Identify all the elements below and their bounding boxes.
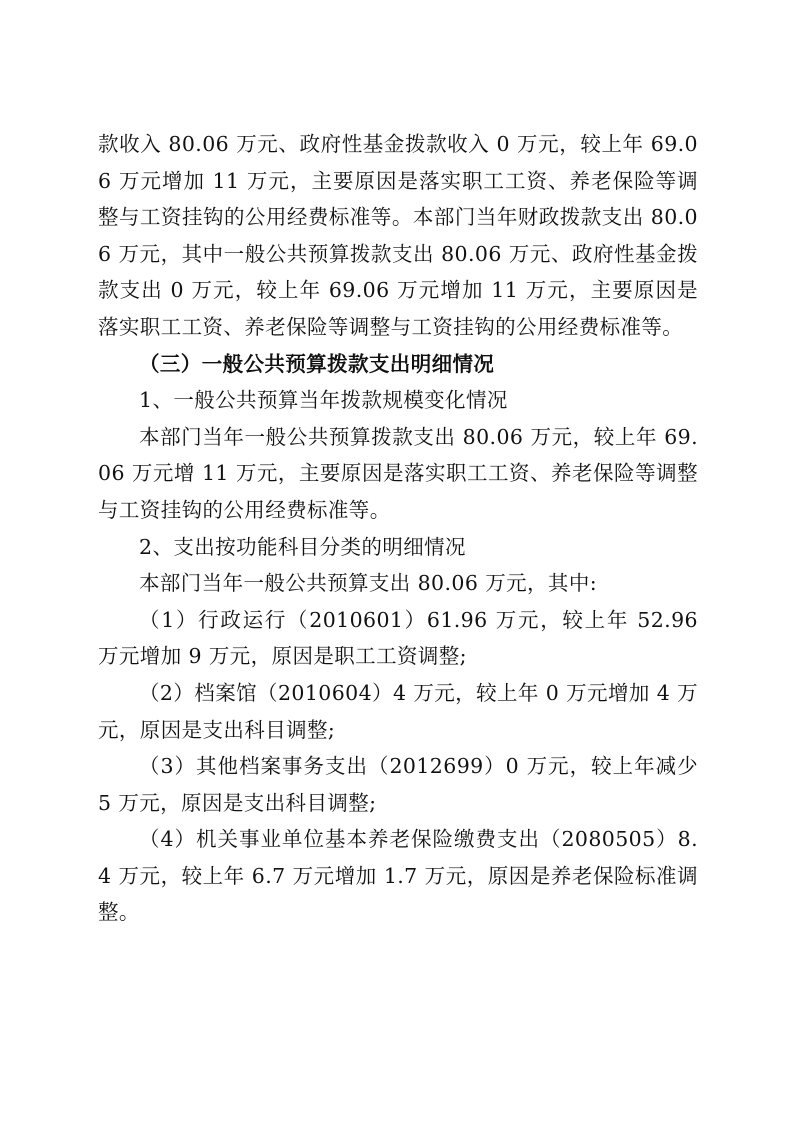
section-heading-3: （三）一般公共预算拨款支出明细情况 xyxy=(139,351,495,376)
list-item-1: （1）行政运行（2010601）61.96 万元，较上年 52.96 万元增加 9 万元，原因是职工工资调整; xyxy=(98,607,698,669)
subheading-2: 2、支出按功能科目分类的明细情况 xyxy=(139,534,466,559)
list-item-3: （3）其他档案事务支出（2012699）0 万元，较上年减少 5 万元，原因是支出科目调整; xyxy=(98,754,698,815)
subheading-1: 1、一般公共预算当年拨款规模变化情况 xyxy=(139,388,508,413)
list-item-4: （4）机关事业单位基本养老保险缴费支出（2080505）8.4 万元，较上年 6.7 万元增加 1.7 万元，原因是养老保险标准调整。 xyxy=(98,827,698,925)
list-item-2: （2）档案馆（2010604）4 万元，较上年 0 万元增加 4 万元，原因是支出科目调整; xyxy=(98,680,698,742)
document-page xyxy=(98,126,698,931)
paragraph-revenue-summary: 款收入 80.06 万元、政府性基金拨款收入 0 万元，较上年 69.06 万元增加 11 万元，主要原因是落实职工工资、养老保险等调整与工资挂钩的公用经费标准等。本部门当年财政拨款支出 80.06 万元，其中一般公共预算拨款支出 80.06 万元、政府性基金拨款支出 0 万元，较上年 69.06 万元增加 11 万元，主要原因是落实职工工资、养老保险等调整与工资挂钩的公用经费标准等。 xyxy=(98,132,698,339)
paragraph-expenditure-total: 本部门当年一般公共预算支出 80.06 万元，其中: xyxy=(139,571,598,596)
paragraph-allocation-change: 本部门当年一般公共预算拨款支出 80.06 万元，较上年 69.06 万元增 11 万元，主要原因是落实职工工资、养老保险等调整与工资挂钩的公用经费标准等。 xyxy=(98,424,698,522)
